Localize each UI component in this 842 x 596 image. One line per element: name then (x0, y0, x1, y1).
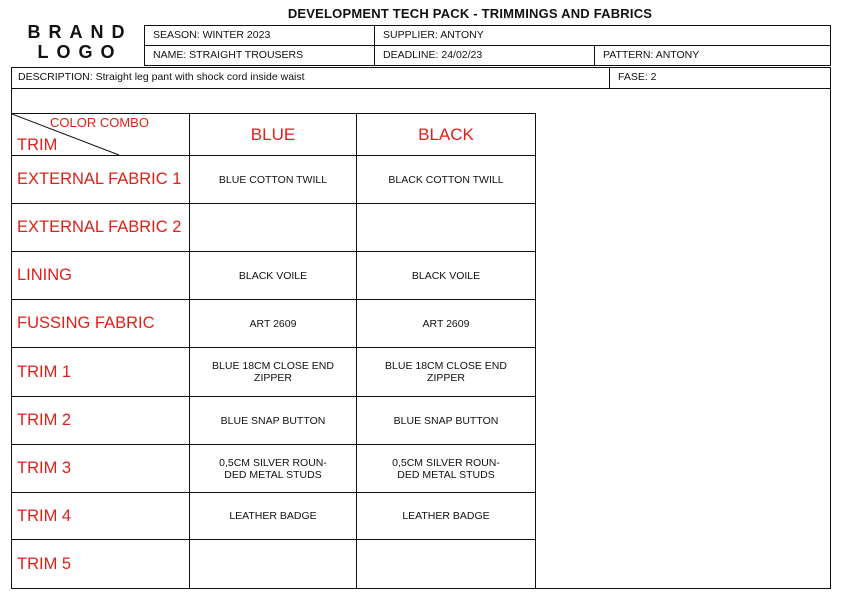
cell-blue: BLUE SNAP BUTTON (190, 397, 357, 445)
table-row (12, 493, 536, 540)
trims-table (11, 113, 536, 589)
cell-blue: BLACK VOILE (190, 252, 357, 300)
logo-line-1: BRAND (27, 22, 133, 42)
fase-field: FASE: 2 (609, 67, 831, 89)
supplier-field: SUPPLIER: ANTONY (374, 25, 831, 46)
table-row (12, 397, 536, 445)
cell-blue: ART 2609 (190, 300, 357, 348)
table-row (12, 348, 536, 397)
table-row (12, 445, 536, 493)
brand-logo (12, 22, 140, 66)
table-corner-cell (12, 114, 190, 156)
cell-blue: BLUE 18CM CLOSE END ZIPPER (190, 348, 357, 397)
row-label: EXTERNAL FABRIC 1 (12, 156, 190, 204)
row-label: TRIM 4 (12, 493, 190, 540)
cell-black: BLUE SNAP BUTTON (357, 397, 536, 445)
table-row (12, 252, 536, 300)
table-row (12, 156, 536, 204)
cell-blue: 0,5CM SILVER ROUN-DED METAL STUDS (190, 445, 357, 493)
cell-blue (190, 204, 357, 252)
row-label: TRIM 1 (12, 348, 190, 397)
column-header-black: BLACK (357, 114, 536, 156)
cell-black: BLUE 18CM CLOSE END ZIPPER (357, 348, 536, 397)
name-field: NAME: STRAIGHT TROUSERS (144, 45, 375, 66)
row-label: TRIM 2 (12, 397, 190, 445)
row-label: LINING (12, 252, 190, 300)
cell-blue: BLUE COTTON TWILL (190, 156, 357, 204)
page-title: DEVELOPMENT TECH PACK - TRIMMINGS AND FABRICS (287, 6, 653, 21)
cell-black: BLACK COTTON TWILL (357, 156, 536, 204)
table-header-row (12, 114, 536, 156)
row-label: TRIM 5 (12, 540, 190, 589)
cell-black (357, 540, 536, 589)
cell-black: ART 2609 (357, 300, 536, 348)
pattern-field: PATTERN: ANTONY (594, 45, 831, 66)
row-label: EXTERNAL FABRIC 2 (12, 204, 190, 252)
row-label: TRIM 3 (12, 445, 190, 493)
cell-black: BLACK VOILE (357, 252, 536, 300)
cell-black (357, 204, 536, 252)
logo-line-2: LOGO (37, 42, 123, 62)
table-row (12, 204, 536, 252)
table-row (12, 300, 536, 348)
row-label: FUSSING FABRIC (12, 300, 190, 348)
color-combo-label: COLOR COMBO (50, 115, 149, 130)
cell-blue: LEATHER BADGE (190, 493, 357, 540)
deadline-field: DEADLINE: 24/02/23 (374, 45, 595, 66)
cell-blue (190, 540, 357, 589)
trim-label: TRIM (17, 136, 58, 154)
cell-black: LEATHER BADGE (357, 493, 536, 540)
description-field: DESCRIPTION: Straight leg pant with shock cord inside waist (11, 67, 610, 89)
cell-black: 0,5CM SILVER ROUN-DED METAL STUDS (357, 445, 536, 493)
season-field: SEASON: WINTER 2023 (144, 25, 375, 46)
table-row (12, 540, 536, 589)
column-header-blue: BLUE (190, 114, 357, 156)
